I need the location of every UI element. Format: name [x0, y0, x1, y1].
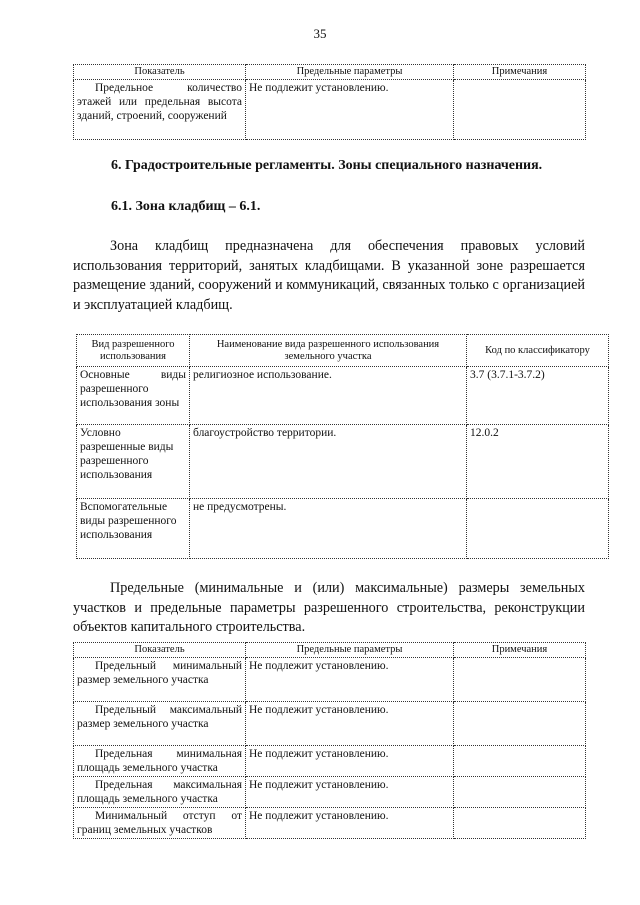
table-plot-limits — [73, 642, 586, 839]
row-params: Не подлежит установлению. — [246, 746, 454, 777]
table-row — [74, 702, 586, 746]
use-type-conditional: Условно разрешенные виды разрешенного использования — [77, 425, 190, 499]
header-params: Предельные параметры — [246, 65, 454, 80]
table-header-row — [74, 65, 586, 80]
table-row — [74, 80, 586, 140]
row-params: Не подлежит установлению. — [246, 702, 454, 746]
table-row — [74, 658, 586, 702]
row-indicator: Предельная минимальная площадь земельного участка — [74, 746, 246, 777]
table-header-row — [77, 335, 609, 367]
header-use-name: Наименование вида разрешенного использования земельного участка — [190, 335, 467, 367]
table-permitted-use — [76, 334, 609, 559]
table-row — [77, 499, 609, 559]
row-params: Не подлежит установлению. — [246, 808, 454, 839]
subsection-heading: 6.1. Зона кладбищ – 6.1. — [111, 199, 261, 214]
row-params: Не подлежит установлению. — [246, 80, 454, 140]
row-notes — [454, 777, 586, 808]
code-auxiliary — [467, 499, 609, 559]
header-notes: Примечания — [454, 65, 586, 80]
table-row — [74, 777, 586, 808]
row-indicator: Минимальный отступ от границ земельных участков — [74, 808, 246, 839]
header-indicator: Показатель — [74, 643, 246, 658]
table-row — [74, 808, 586, 839]
header-params: Предельные параметры — [246, 643, 454, 658]
use-type-main: Основные виды разрешенного использования зоны — [77, 367, 190, 425]
table-row — [77, 367, 609, 425]
use-name-auxiliary: не предусмотрены. — [190, 499, 467, 559]
row-indicator: Предельный максимальный размер земельного участка — [74, 702, 246, 746]
code-main: 3.7 (3.7.1-3.7.2) — [467, 367, 609, 425]
code-conditional: 12.0.2 — [467, 425, 609, 499]
header-notes: Примечания — [454, 643, 586, 658]
use-name-main: религиозное использование. — [190, 367, 467, 425]
row-indicator: Предельный минимальный размер земельного участка — [74, 658, 246, 702]
row-notes — [454, 80, 586, 140]
section-heading: 6. Градостроительные регламенты. Зоны специального назначения. — [111, 158, 543, 173]
use-name-conditional: благоустройство территории. — [190, 425, 467, 499]
row-notes — [454, 702, 586, 746]
intro-paragraph: Зона кладбищ предназначена для обеспечения правовых условий использования территорий, занятых кладбищами. В указанной зоне разрешается размещение зданий, сооружений и коммуникаций, связанных только с организацией и эксплуатацией кладбищ. — [73, 238, 585, 313]
table-row — [77, 425, 609, 499]
table-header-row — [74, 643, 586, 658]
page-number: 35 — [313, 26, 327, 41]
header-code: Код по классификатору — [467, 335, 609, 367]
row-params: Не подлежит установлению. — [246, 777, 454, 808]
row-notes — [454, 808, 586, 839]
row-indicator: Предельное количество этажей или предельная высота зданий, строений, сооружений — [74, 80, 246, 140]
row-params: Не подлежит установлению. — [246, 658, 454, 702]
header-use-type: Вид разрешенного использования — [77, 335, 190, 367]
row-notes — [454, 746, 586, 777]
limits-paragraph: Предельные (минимальные и (или) максимальные) размеры земельных участков и предельные параметры разрешенного строительства, реконструкции объектов капитального строительства. — [73, 580, 585, 635]
table-row — [74, 746, 586, 777]
table-height-limits — [73, 64, 586, 140]
use-type-auxiliary: Вспомогательные виды разрешенного использования — [77, 499, 190, 559]
header-indicator: Показатель — [74, 65, 246, 80]
row-indicator: Предельная максимальная площадь земельного участка — [74, 777, 246, 808]
row-notes — [454, 658, 586, 702]
